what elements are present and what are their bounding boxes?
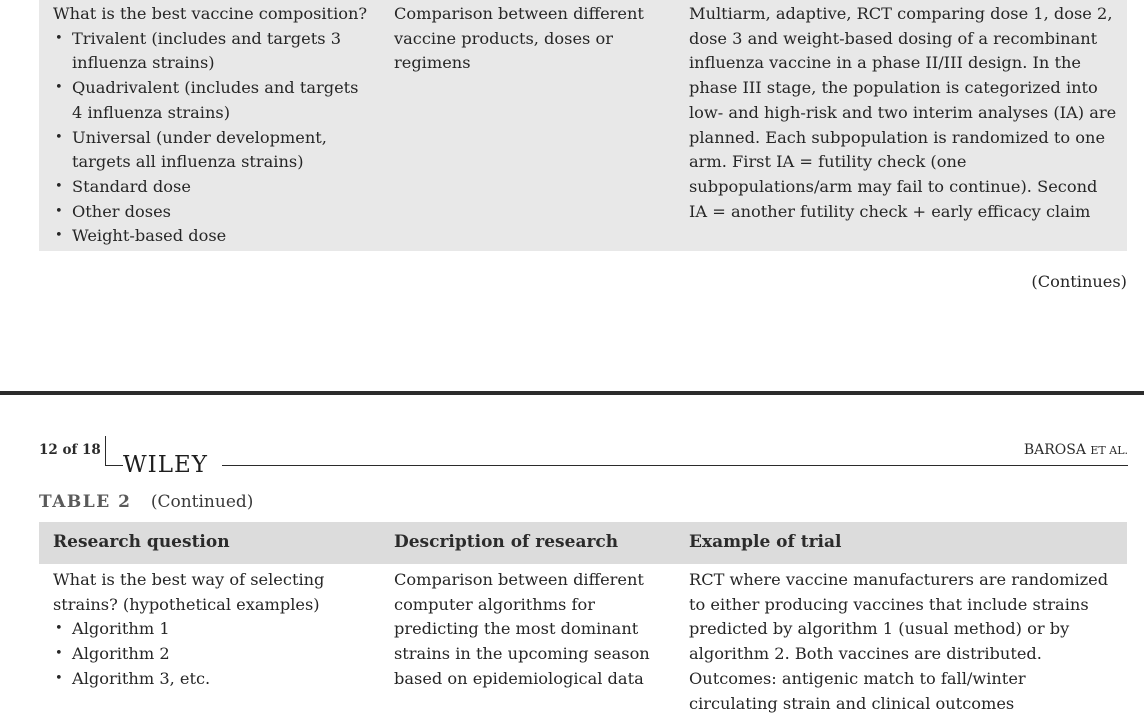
header-rule <box>105 465 123 466</box>
list-item: • Trivalent (includes and targets 3 influenza strains) <box>53 27 371 76</box>
research-question-list <box>53 27 371 249</box>
example-cell: RCT where vaccine manufacturers are randomized to either producing vaccines that include strains predicted by algorithm 1 (usual method) or by algorithm 2. Both vaccines are distributed. Outcomes: antigenic match to fall/winter circulating strain and clinical outcomes <box>689 570 1109 713</box>
column-header-example: Example of trial <box>689 532 842 552</box>
table-row-vaccine-composition <box>39 0 1127 251</box>
page-break-divider <box>0 391 1144 395</box>
list-item: • Universal (under development, targets all influenza strains) <box>53 126 371 175</box>
column-header-research-question: Research question <box>53 532 230 552</box>
research-question-cell <box>53 568 383 692</box>
table-caption-text: (Continued) <box>150 492 254 512</box>
running-head <box>1024 442 1128 458</box>
research-question-cell <box>53 2 371 249</box>
continues-label: (Continues) <box>1031 272 1127 291</box>
page-number: 12 of 18 <box>39 442 101 458</box>
example-cell: Multiarm, adaptive, RCT comparing dose 1, dose 2, dose 3 and weight-based dosing of a recombinant influenza vaccine in a phase II/III design. In the phase III stage, the population is categorized into low- and high-risk and two interim analyses (IA) are planned. Each subpopulation is randomized to one arm. First IA = futility check (one subpopulations/arm may fail to continue). Second IA = another futility check + early efficacy claim <box>689 4 1117 221</box>
research-question-text: What is the best vaccine composition? <box>53 4 368 23</box>
table-header-row <box>39 522 1127 564</box>
description-cell: Comparison between different vaccine products, doses or regimens <box>394 4 644 73</box>
list-item: • Algorithm 3, etc. <box>53 667 383 692</box>
column-header-description: Description of research <box>394 532 619 552</box>
list-item: • Algorithm 1 <box>53 617 383 642</box>
table-row-strain-selection <box>39 565 1127 712</box>
list-item: • Quadrivalent (includes and targets 4 influenza strains) <box>53 76 371 125</box>
description-cell: Comparison between different computer algorithms for predicting the most dominant strains in the upcoming season based on epidemiological data <box>394 570 650 688</box>
list-item: • Other doses <box>53 200 371 225</box>
list-item: • Algorithm 2 <box>53 642 383 667</box>
research-question-list <box>53 617 383 691</box>
list-item: • Standard dose <box>53 175 371 200</box>
table-label: TABLE 2 <box>39 492 132 512</box>
table-caption <box>39 492 253 512</box>
header-rule <box>222 465 1128 466</box>
research-question-text: What is the best way of selecting strains? (hypothetical examples) <box>53 570 325 614</box>
running-head-etal: ET AL. <box>1090 444 1128 457</box>
publisher-logo: WILEY <box>123 452 208 478</box>
running-head-author: BAROSA <box>1023 442 1086 458</box>
list-item: • Weight-based dose <box>53 224 371 249</box>
header-divider <box>105 436 106 466</box>
